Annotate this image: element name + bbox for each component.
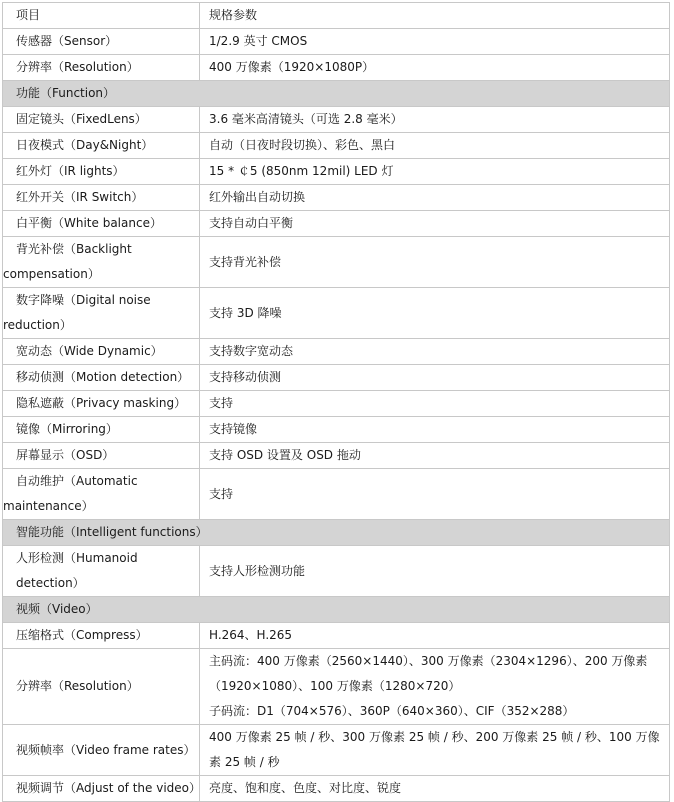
table-row bbox=[3, 211, 670, 237]
header-key: 项目 bbox=[16, 8, 41, 22]
section-title: 功能（Function） bbox=[16, 86, 116, 100]
table-row bbox=[3, 133, 670, 159]
row-value: 支持数字宽动态 bbox=[209, 344, 294, 358]
row-value: 支持 bbox=[209, 396, 234, 410]
section-title: 智能功能（Intelligent functions） bbox=[16, 525, 208, 539]
table-row bbox=[3, 417, 670, 443]
row-value: 支持背光补偿 bbox=[209, 254, 282, 269]
section-row bbox=[3, 520, 670, 546]
row-key: 视频调节（Adjust of the video） bbox=[16, 781, 201, 795]
main-stream-value: 主码流：400 万像素（2560×1440）、300 万像素（2304×1296）、200 万像素（1920×1080）、100 万像素（1280×720） bbox=[209, 654, 648, 693]
row-value: H.264、H.265 bbox=[209, 628, 293, 642]
row-value: 支持 OSD 设置及 OSD 拖动 bbox=[209, 448, 361, 462]
table-row bbox=[3, 443, 670, 469]
spec-table bbox=[2, 2, 670, 802]
row-value: 支持移动侦测 bbox=[209, 370, 282, 384]
row-key: 移动侦测（Motion detection） bbox=[16, 370, 190, 384]
row-key: 屏幕显示（OSD） bbox=[16, 448, 115, 462]
section-title: 视频（Video） bbox=[16, 602, 98, 616]
row-key: 镜像（Mirroring） bbox=[16, 422, 118, 436]
row-key: 分辨率（Resolution） bbox=[16, 679, 139, 693]
row-value: 红外输出自动切换 bbox=[209, 190, 306, 204]
row-key: 宽动态（Wide Dynamic） bbox=[16, 344, 163, 358]
row-key: 人形检测（Humanoid detection） bbox=[16, 551, 138, 590]
row-key: 压缩格式（Compress） bbox=[16, 628, 148, 642]
sub-stream-value: 子码流：D1（704×576）、360P（640×360）、CIF（352×288） bbox=[209, 704, 575, 718]
row-key: 红外开关（IR Switch） bbox=[16, 190, 144, 204]
section-row bbox=[3, 81, 670, 107]
table-row bbox=[3, 776, 670, 802]
row-value: 支持人形检测功能 bbox=[209, 563, 306, 578]
section-row bbox=[3, 597, 670, 623]
row-key: 自动维护（Automatic maintenance） bbox=[3, 474, 138, 513]
row-key: 固定镜头（FixedLens） bbox=[16, 112, 147, 126]
row-key: 白平衡（White balance） bbox=[16, 216, 162, 230]
table-row bbox=[3, 365, 670, 391]
row-value: 支持 3D 降噪 bbox=[209, 305, 282, 320]
table-row bbox=[3, 391, 670, 417]
table-row bbox=[3, 237, 670, 288]
row-key: 传感器（Sensor） bbox=[16, 34, 118, 48]
header-row bbox=[3, 3, 670, 29]
row-key: 分辨率（Resolution） bbox=[16, 60, 139, 74]
table-row bbox=[3, 623, 670, 649]
row-value: 400 万像素（1920×1080P） bbox=[209, 60, 375, 74]
row-key: 背光补偿（Backlight compensation） bbox=[3, 242, 132, 281]
row-value: 1/2.9 英寸 CMOS bbox=[209, 34, 308, 48]
row-key: 日夜模式（Day&Night） bbox=[16, 138, 154, 152]
table-row bbox=[3, 339, 670, 365]
row-key: 视频帧率（Video frame rates） bbox=[16, 742, 196, 757]
table-row bbox=[3, 288, 670, 339]
row-value: 支持自动白平衡 bbox=[209, 216, 294, 230]
table-row bbox=[3, 546, 670, 597]
row-value: 支持 bbox=[209, 486, 234, 501]
table-row bbox=[3, 107, 670, 133]
header-value-cell bbox=[200, 3, 670, 29]
row-key: 红外灯（IR lights） bbox=[16, 164, 125, 178]
row-value: 15 * ￠5 (850nm 12mil) LED 灯 bbox=[209, 164, 394, 178]
table-row bbox=[3, 159, 670, 185]
row-key: 数字降噪（Digital noise reduction） bbox=[3, 293, 151, 332]
row-key: 隐私遮蔽（Privacy masking） bbox=[16, 396, 187, 410]
table-row bbox=[3, 55, 670, 81]
row-value: 3.6 毫米高清镜头（可选 2.8 毫米） bbox=[209, 112, 403, 126]
row-value: 支持镜像 bbox=[209, 422, 258, 436]
table-row bbox=[3, 725, 670, 776]
row-value: 自动（日夜时段切换）、彩色、黑白 bbox=[209, 138, 396, 152]
row-value: 400 万像素 25 帧 / 秒、300 万像素 25 帧 / 秒、200 万像素 25 帧 / 秒、100 万像素 25 帧 / 秒 bbox=[209, 730, 660, 769]
header-value: 规格参数 bbox=[209, 8, 258, 22]
table-row bbox=[3, 469, 670, 520]
table-row bbox=[3, 649, 670, 725]
table-row bbox=[3, 185, 670, 211]
row-value: 亮度、饱和度、色度、对比度、锐度 bbox=[209, 781, 402, 795]
table-row bbox=[3, 29, 670, 55]
header-key-cell bbox=[3, 3, 200, 29]
